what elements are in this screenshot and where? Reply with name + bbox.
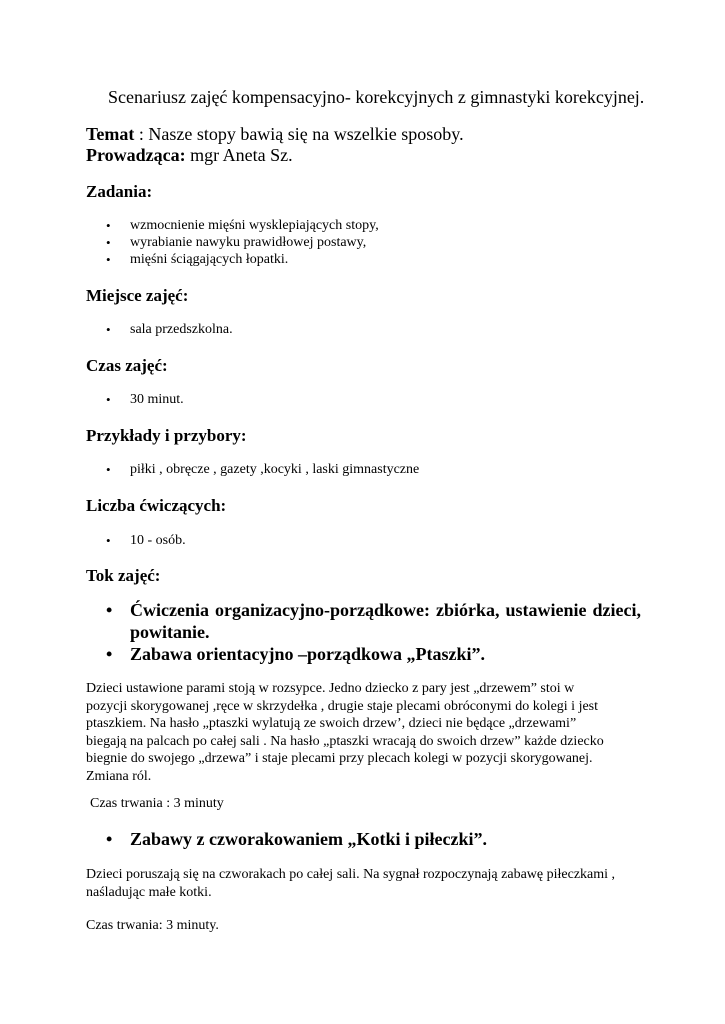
ptaszki-description bbox=[86, 680, 646, 785]
place-heading: Miejsce zajęć: bbox=[86, 286, 189, 305]
list-item: • Ćwiczenia organizacyjno-porządkowe: zbiórka, ustawienie dzieci, powitanie. bbox=[86, 599, 641, 643]
list-item: • 10 - osób. bbox=[86, 532, 186, 549]
list-item: • sala przedszkolna. bbox=[86, 321, 233, 338]
paragraph-line: ptaszkiem. Na hasło „ptaszki wylatują ze swoich drzew’, dzieci nie będące „drzewami” bbox=[86, 716, 577, 731]
kotki-list bbox=[86, 828, 641, 850]
instructor-value: mgr Aneta Sz. bbox=[185, 145, 293, 165]
participants-heading: Liczba ćwiczących: bbox=[86, 496, 227, 515]
instructor-line bbox=[86, 145, 293, 166]
topic-label: Temat bbox=[86, 124, 135, 144]
paragraph-line: biegnie do swojego „drzewa” i staje plecami przy plecach kolegi w pozycji skorygowanej. bbox=[86, 751, 593, 766]
kotki-description bbox=[86, 866, 646, 901]
kotki-duration: Czas trwania: 3 minuty. bbox=[86, 918, 219, 933]
list-item: • wyrabianie nawyku prawidłowej postawy, bbox=[86, 234, 379, 251]
list-item: • wzmocnienie mięśni wysklepiających stopy, bbox=[86, 217, 379, 234]
equipment-list bbox=[86, 461, 419, 478]
paragraph-line: Zmiana ról. bbox=[86, 768, 152, 784]
list-item: • piłki , obręcze , gazety ,kocyki , laski gimnastyczne bbox=[86, 461, 419, 478]
paragraph-line: Dzieci poruszają się na czworakach po całej sali. Na sygnał rozpoczynają zabawę piłeczkami , bbox=[86, 867, 616, 882]
tasks-list bbox=[86, 217, 379, 268]
tasks-heading: Zadania: bbox=[86, 182, 153, 201]
topic-line bbox=[86, 124, 464, 145]
paragraph-line: biegają na palcach po całej sali . Na hasło „ptaszki wracają do swoich drzew” każde dziecko bbox=[86, 733, 604, 749]
place-list bbox=[86, 321, 233, 338]
topic-value: : Nasze stopy bawią się na wszelkie sposoby. bbox=[134, 124, 464, 144]
course-heading: Tok zajęć: bbox=[86, 566, 161, 585]
paragraph-line: Dzieci ustawione parami stoją w rozsypce. Jedno dziecko z pary jest „drzewem” stoi w bbox=[86, 681, 575, 696]
paragraph-line: naśladując małe kotki. bbox=[86, 884, 212, 900]
instructor-label: Prowadząca: bbox=[86, 145, 186, 165]
participants-list bbox=[86, 532, 186, 549]
list-item: • Zabawy z czworakowaniem „Kotki i piłeczki”. bbox=[86, 828, 641, 850]
paragraph-line: pozycji skorygowanej ,ręce w skrzydełka , drugie staje plecami obróconymi do kolegi i jest bbox=[86, 698, 599, 714]
list-item: • 30 minut. bbox=[86, 391, 184, 408]
time-heading: Czas zajęć: bbox=[86, 356, 168, 375]
list-item: • mięśni ściągających łopatki. bbox=[86, 251, 379, 268]
list-item: • Zabawa orientacyjno –porządkowa „Ptaszki”. bbox=[86, 643, 641, 665]
time-list bbox=[86, 391, 184, 408]
equipment-heading: Przykłady i przybory: bbox=[86, 426, 247, 445]
course-list bbox=[86, 599, 641, 665]
document-title: Scenariusz zajęć kompensacyjno- korekcyjnych z gimnastyki korekcyjnej. bbox=[108, 87, 645, 107]
ptaszki-duration: Czas trwania : 3 minuty bbox=[90, 796, 224, 811]
